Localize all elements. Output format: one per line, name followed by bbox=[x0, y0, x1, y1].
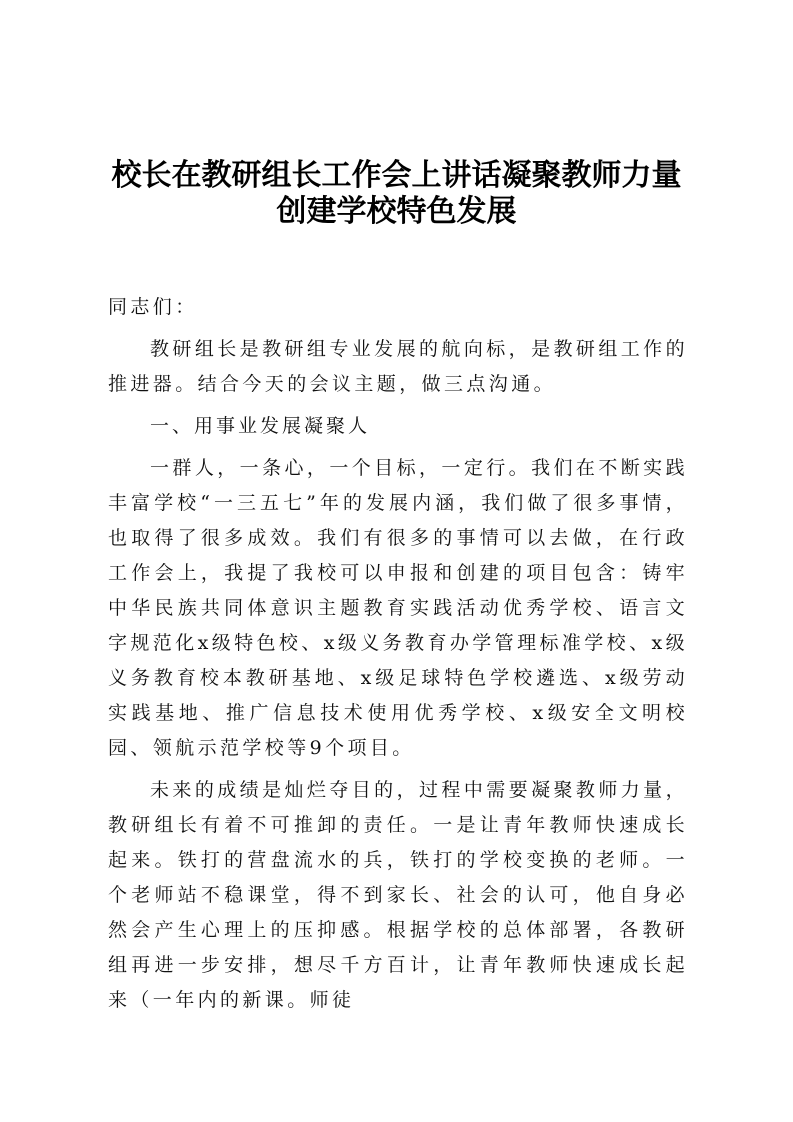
paragraph-teachers: 未来的成绩是灿烂夺目的，过程中需要凝聚教师力量，教研组长有着不可推卸的责任。一是让青年教师快速成长起来。铁打的营盘流水的兵，铁打的学校变换的老师。一个老师站不稳课堂，得不到家长、社会的认可，他自身必然会产生心理上的压抑感。根据学校的总体部署，各教研组再进一步安排，想尽千方百计，让青年教师快速成长起来（一年内的新课。师徒 bbox=[108, 779, 688, 1011]
intro-paragraph: 教研组长是教研组专业发展的航向标，是教研组工作的推进器。结合今天的会议主题，做三点沟通。 bbox=[108, 338, 688, 395]
document-title: 校长在教研组长工作会上讲话凝聚教师力量创建学校特色发展 bbox=[111, 158, 682, 229]
paragraph-projects: 一群人，一条心，一个目标，一定行。我们在不断实践丰富学校“一三五七”年的发展内涵，我们做了很多事情，也取得了很多成效。我们有很多的事情可以去做，在行政工作会上，我提了我校可以申报和创建的项目包含：铸牢中华民族共同体意识主题教育实践活动优秀学校、语言文字规范化x级特色校、x级义务教育办学管理标准学校、x级义务教育校本教研基地、x级足球特色学校遴选、x级劳动实践基地、推广信息技术使用优秀学校、x级安全文明校园、领航示范学校等9个项目。 bbox=[108, 457, 688, 759]
section-heading-1: 一、用事业发展凝聚人 bbox=[150, 415, 371, 437]
document-body bbox=[108, 290, 688, 1018]
salutation: 同志们： bbox=[108, 296, 198, 318]
